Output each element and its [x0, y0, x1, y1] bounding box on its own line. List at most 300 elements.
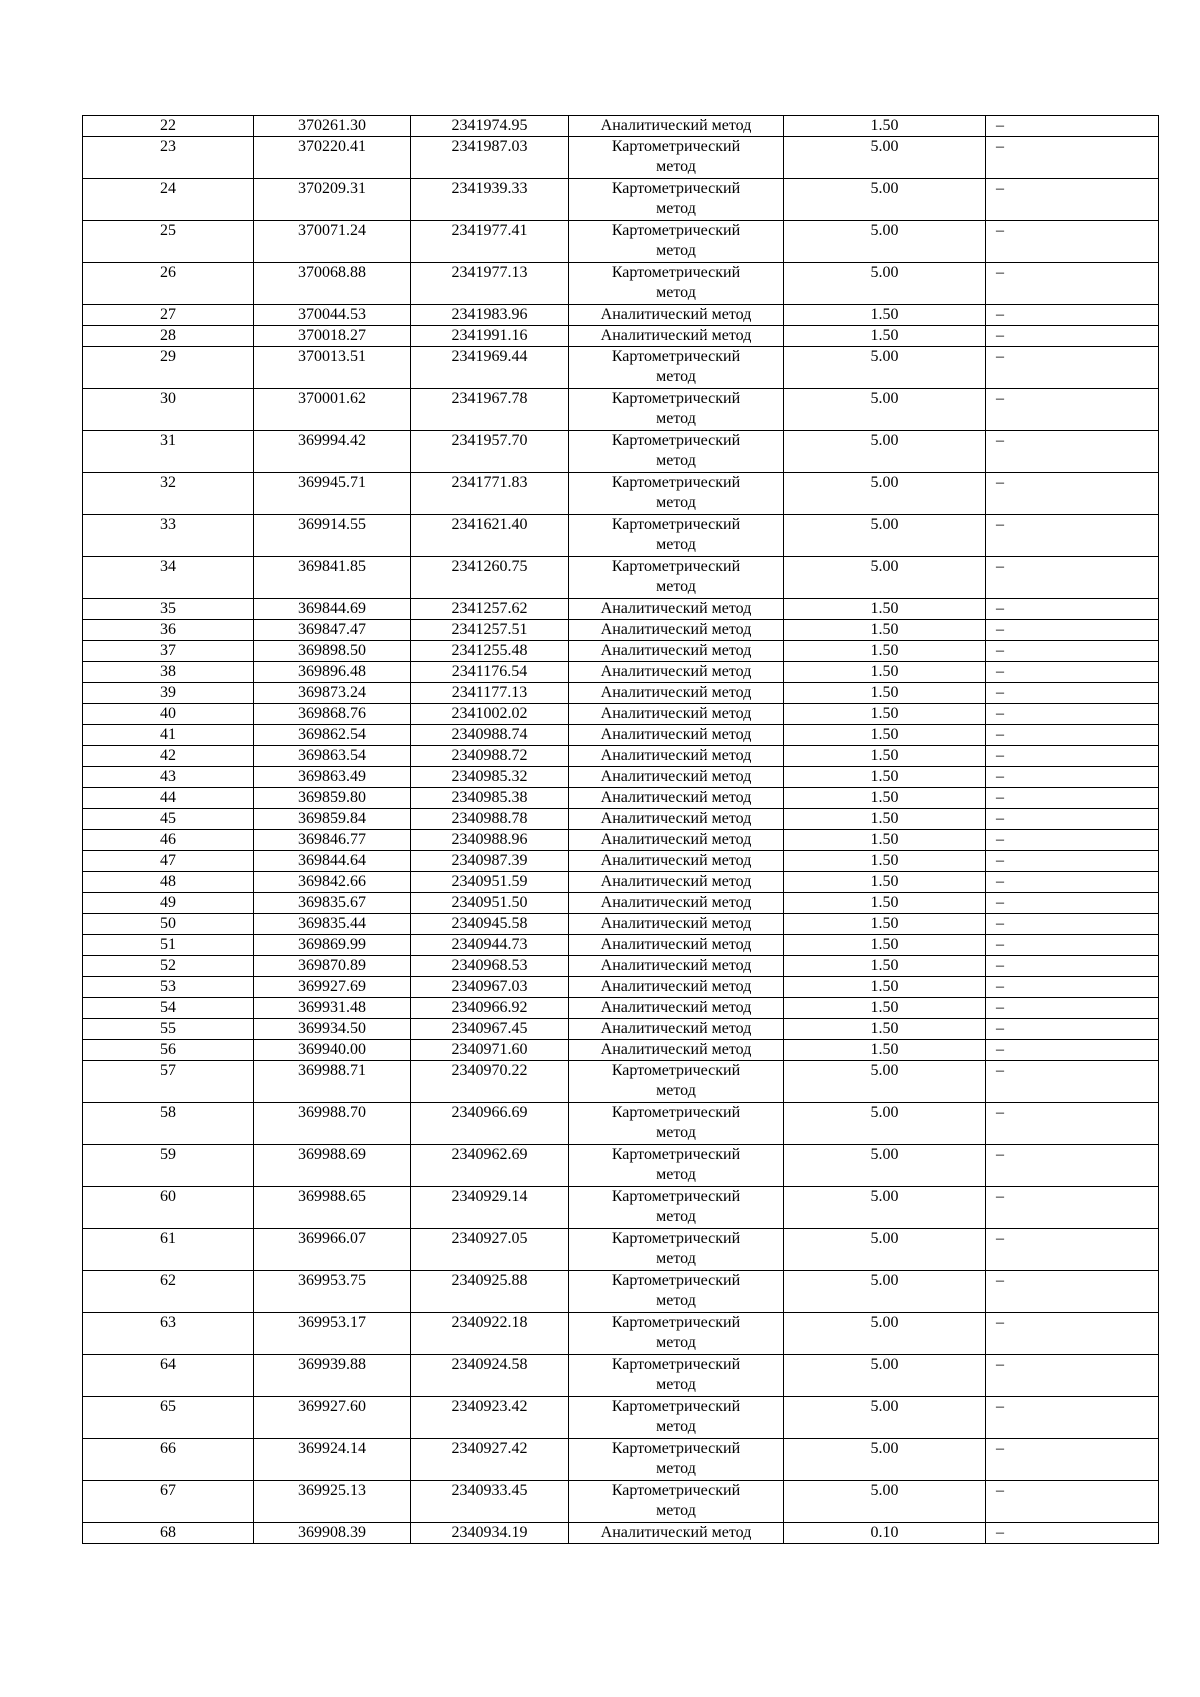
coordinate-y-cell: 2341991.16 [411, 326, 569, 347]
table-row [83, 1397, 1159, 1439]
coordinate-y-cell: 2340967.45 [411, 1019, 569, 1040]
coordinate-x-cell: 369844.69 [254, 599, 411, 620]
method-cell [569, 767, 784, 788]
method-text-line: метод [656, 494, 696, 511]
point-number-cell: 25 [83, 221, 254, 263]
table-row [83, 515, 1159, 557]
method-cell [569, 956, 784, 977]
accuracy-cell: 1.50 [784, 914, 986, 935]
table-row [83, 347, 1159, 389]
note-cell: – [986, 809, 1159, 830]
accuracy-cell: 1.50 [784, 1040, 986, 1061]
accuracy-cell: 1.50 [784, 725, 986, 746]
coordinate-y-cell: 2340988.74 [411, 725, 569, 746]
coordinate-y-cell: 2340971.60 [411, 1040, 569, 1061]
method-cell [569, 389, 784, 431]
point-number-cell: 48 [83, 872, 254, 893]
coordinate-x-cell: 370018.27 [254, 326, 411, 347]
coordinate-x-cell: 369939.88 [254, 1355, 411, 1397]
note-cell: – [986, 725, 1159, 746]
note-cell: – [986, 788, 1159, 809]
table-row [83, 557, 1159, 599]
point-number-cell: 36 [83, 620, 254, 641]
method-cell [569, 1145, 784, 1187]
method-text-line: Картометрический [611, 1188, 741, 1205]
method-cell [569, 1439, 784, 1481]
table-row [83, 620, 1159, 641]
coordinate-x-cell: 369914.55 [254, 515, 411, 557]
method-text-line: метод [656, 1082, 696, 1099]
note-cell: – [986, 263, 1159, 305]
note-cell: – [986, 1019, 1159, 1040]
method-text-line: Аналитический метод [600, 306, 752, 323]
method-cell [569, 1187, 784, 1229]
method-cell [569, 872, 784, 893]
method-text-line: Аналитический метод [600, 768, 752, 785]
method-cell [569, 1019, 784, 1040]
coordinate-y-cell: 2341255.48 [411, 641, 569, 662]
accuracy-cell: 1.50 [784, 767, 986, 788]
table-row [83, 704, 1159, 725]
note-cell: – [986, 1040, 1159, 1061]
method-cell [569, 305, 784, 326]
point-number-cell: 35 [83, 599, 254, 620]
table-row [83, 1187, 1159, 1229]
method-cell [569, 221, 784, 263]
table-row [83, 389, 1159, 431]
point-number-cell: 54 [83, 998, 254, 1019]
table-row [83, 1145, 1159, 1187]
method-text-line: Аналитический метод [600, 705, 752, 722]
coordinate-y-cell: 2340968.53 [411, 956, 569, 977]
method-text-line: Аналитический метод [600, 789, 752, 806]
table-row [83, 956, 1159, 977]
accuracy-cell: 1.50 [784, 809, 986, 830]
table-row [83, 893, 1159, 914]
accuracy-cell: 1.50 [784, 893, 986, 914]
accuracy-cell: 1.50 [784, 326, 986, 347]
method-text-line: метод [656, 1292, 696, 1309]
note-cell: – [986, 683, 1159, 704]
note-cell: – [986, 599, 1159, 620]
method-text-line: Аналитический метод [600, 663, 752, 680]
coordinate-x-cell: 369859.80 [254, 788, 411, 809]
method-cell [569, 1040, 784, 1061]
coordinate-y-cell: 2341977.41 [411, 221, 569, 263]
table-row [83, 683, 1159, 704]
method-text-line: Аналитический метод [600, 117, 752, 134]
coordinate-y-cell: 2340924.58 [411, 1355, 569, 1397]
coordinate-x-cell: 369966.07 [254, 1229, 411, 1271]
table-row [83, 767, 1159, 788]
coordinates-table-body [83, 116, 1159, 1544]
note-cell: – [986, 1397, 1159, 1439]
point-number-cell: 53 [83, 977, 254, 998]
coordinate-y-cell: 2340929.14 [411, 1187, 569, 1229]
coordinate-y-cell: 2340985.38 [411, 788, 569, 809]
accuracy-cell: 1.50 [784, 683, 986, 704]
table-row [83, 809, 1159, 830]
accuracy-cell: 5.00 [784, 1145, 986, 1187]
coordinate-y-cell: 2340951.50 [411, 893, 569, 914]
method-text-line: Картометрический [611, 222, 741, 239]
table-row [83, 641, 1159, 662]
coordinate-x-cell: 369898.50 [254, 641, 411, 662]
coordinate-y-cell: 2340927.42 [411, 1439, 569, 1481]
table-row [83, 935, 1159, 956]
method-text-line: Картометрический [611, 516, 741, 533]
accuracy-cell: 5.00 [784, 1103, 986, 1145]
point-number-cell: 60 [83, 1187, 254, 1229]
coordinate-y-cell: 2340927.05 [411, 1229, 569, 1271]
method-text-line: Аналитический метод [600, 327, 752, 344]
coordinate-x-cell: 369896.48 [254, 662, 411, 683]
method-text-line: метод [656, 242, 696, 259]
coordinate-x-cell: 369934.50 [254, 1019, 411, 1040]
accuracy-cell: 5.00 [784, 347, 986, 389]
method-cell [569, 620, 784, 641]
method-text-line: метод [656, 1418, 696, 1435]
note-cell: – [986, 179, 1159, 221]
coordinate-x-cell: 369988.65 [254, 1187, 411, 1229]
coordinate-x-cell: 369863.54 [254, 746, 411, 767]
method-text-line: Аналитический метод [600, 894, 752, 911]
method-text-line: Аналитический метод [600, 642, 752, 659]
point-number-cell: 46 [83, 830, 254, 851]
point-number-cell: 43 [83, 767, 254, 788]
point-number-cell: 58 [83, 1103, 254, 1145]
table-row [83, 788, 1159, 809]
coordinate-x-cell: 369940.00 [254, 1040, 411, 1061]
method-cell [569, 662, 784, 683]
method-text-line: метод [656, 452, 696, 469]
coordinate-y-cell: 2340945.58 [411, 914, 569, 935]
coordinate-y-cell: 2341977.13 [411, 263, 569, 305]
method-cell [569, 704, 784, 725]
coordinate-y-cell: 2340966.92 [411, 998, 569, 1019]
method-text-line: метод [656, 284, 696, 301]
method-cell [569, 809, 784, 830]
note-cell: – [986, 767, 1159, 788]
method-text-line: Аналитический метод [600, 873, 752, 890]
accuracy-cell: 5.00 [784, 179, 986, 221]
method-text-line: Картометрический [611, 1104, 741, 1121]
accuracy-cell: 1.50 [784, 851, 986, 872]
coordinate-x-cell: 369863.49 [254, 767, 411, 788]
accuracy-cell: 1.50 [784, 305, 986, 326]
coordinate-y-cell: 2340944.73 [411, 935, 569, 956]
coordinate-x-cell: 369953.17 [254, 1313, 411, 1355]
coordinate-x-cell: 369859.84 [254, 809, 411, 830]
point-number-cell: 41 [83, 725, 254, 746]
method-text-line: Картометрический [611, 264, 741, 281]
table-row [83, 137, 1159, 179]
method-cell [569, 347, 784, 389]
coordinates-table [82, 115, 1159, 1544]
point-number-cell: 40 [83, 704, 254, 725]
accuracy-cell: 5.00 [784, 221, 986, 263]
method-cell [569, 1397, 784, 1439]
method-cell [569, 263, 784, 305]
table-row [83, 1040, 1159, 1061]
coordinate-x-cell: 370044.53 [254, 305, 411, 326]
method-text-line: Картометрический [611, 1356, 741, 1373]
accuracy-cell: 5.00 [784, 263, 986, 305]
note-cell: – [986, 557, 1159, 599]
point-number-cell: 22 [83, 116, 254, 137]
table-row [83, 872, 1159, 893]
point-number-cell: 63 [83, 1313, 254, 1355]
accuracy-cell: 1.50 [784, 662, 986, 683]
method-text-line: метод [656, 200, 696, 217]
method-text-line: Картометрический [611, 180, 741, 197]
note-cell: – [986, 347, 1159, 389]
coordinate-y-cell: 2341176.54 [411, 662, 569, 683]
note-cell: – [986, 221, 1159, 263]
method-text-line: Картометрический [611, 1230, 741, 1247]
coordinate-y-cell: 2341002.02 [411, 704, 569, 725]
table-row [83, 830, 1159, 851]
coordinate-y-cell: 2341939.33 [411, 179, 569, 221]
note-cell: – [986, 1355, 1159, 1397]
coordinate-y-cell: 2340925.88 [411, 1271, 569, 1313]
method-text-line: Картометрический [611, 390, 741, 407]
method-text-line: Картометрический [611, 474, 741, 491]
table-row [83, 599, 1159, 620]
method-text-line: Аналитический метод [600, 621, 752, 638]
accuracy-cell: 1.50 [784, 788, 986, 809]
table-row [83, 1439, 1159, 1481]
coordinate-x-cell: 369846.77 [254, 830, 411, 851]
accuracy-cell: 5.00 [784, 473, 986, 515]
accuracy-cell: 5.00 [784, 1355, 986, 1397]
table-row [83, 1019, 1159, 1040]
note-cell: – [986, 1187, 1159, 1229]
method-text-line: Аналитический метод [600, 957, 752, 974]
coordinate-x-cell: 369868.76 [254, 704, 411, 725]
table-row [83, 1103, 1159, 1145]
point-number-cell: 59 [83, 1145, 254, 1187]
point-number-cell: 61 [83, 1229, 254, 1271]
note-cell: – [986, 662, 1159, 683]
coordinate-y-cell: 2341969.44 [411, 347, 569, 389]
method-cell [569, 935, 784, 956]
accuracy-cell: 1.50 [784, 620, 986, 641]
coordinate-x-cell: 369988.69 [254, 1145, 411, 1187]
accuracy-cell: 1.50 [784, 1019, 986, 1040]
coordinate-y-cell: 2341257.51 [411, 620, 569, 641]
coordinate-y-cell: 2340988.96 [411, 830, 569, 851]
coordinate-y-cell: 2340985.32 [411, 767, 569, 788]
accuracy-cell: 5.00 [784, 389, 986, 431]
accuracy-cell: 5.00 [784, 1439, 986, 1481]
method-text-line: метод [656, 1502, 696, 1519]
point-number-cell: 31 [83, 431, 254, 473]
method-cell [569, 1481, 784, 1523]
coordinate-x-cell: 369988.71 [254, 1061, 411, 1103]
accuracy-cell: 5.00 [784, 1313, 986, 1355]
coordinate-x-cell: 369835.67 [254, 893, 411, 914]
table-row [83, 263, 1159, 305]
table-row [83, 977, 1159, 998]
method-cell [569, 557, 784, 599]
method-cell [569, 851, 784, 872]
point-number-cell: 56 [83, 1040, 254, 1061]
coordinate-y-cell: 2340966.69 [411, 1103, 569, 1145]
coordinate-y-cell: 2340962.69 [411, 1145, 569, 1187]
coordinate-x-cell: 369870.89 [254, 956, 411, 977]
accuracy-cell: 1.50 [784, 599, 986, 620]
coordinate-y-cell: 2340933.45 [411, 1481, 569, 1523]
method-text-line: Картометрический [611, 1314, 741, 1331]
coordinate-x-cell: 370013.51 [254, 347, 411, 389]
method-cell [569, 683, 784, 704]
note-cell: – [986, 389, 1159, 431]
coordinate-x-cell: 369945.71 [254, 473, 411, 515]
coordinate-x-cell: 369844.64 [254, 851, 411, 872]
method-cell [569, 746, 784, 767]
coordinate-y-cell: 2341983.96 [411, 305, 569, 326]
method-text-line: Аналитический метод [600, 978, 752, 995]
method-text-line: Картометрический [611, 558, 741, 575]
coordinate-y-cell: 2340923.42 [411, 1397, 569, 1439]
note-cell: – [986, 137, 1159, 179]
coordinate-y-cell: 2341771.83 [411, 473, 569, 515]
method-text-line: Аналитический метод [600, 726, 752, 743]
accuracy-cell: 5.00 [784, 1397, 986, 1439]
method-cell [569, 431, 784, 473]
method-text-line: Аналитический метод [600, 684, 752, 701]
accuracy-cell: 1.50 [784, 830, 986, 851]
method-text-line: Картометрический [611, 432, 741, 449]
coordinate-y-cell: 2340970.22 [411, 1061, 569, 1103]
method-cell [569, 1061, 784, 1103]
point-number-cell: 32 [83, 473, 254, 515]
note-cell: – [986, 1103, 1159, 1145]
coordinate-x-cell: 369869.99 [254, 935, 411, 956]
table-row [83, 1523, 1159, 1544]
coordinate-x-cell: 369925.13 [254, 1481, 411, 1523]
method-text-line: Аналитический метод [600, 1524, 752, 1541]
method-text-line: Аналитический метод [600, 999, 752, 1016]
method-text-line: Картометрический [611, 1272, 741, 1289]
coordinate-x-cell: 370261.30 [254, 116, 411, 137]
point-number-cell: 47 [83, 851, 254, 872]
note-cell: – [986, 1439, 1159, 1481]
point-number-cell: 33 [83, 515, 254, 557]
note-cell: – [986, 1313, 1159, 1355]
note-cell: – [986, 641, 1159, 662]
method-text-line: метод [656, 1334, 696, 1351]
note-cell: – [986, 305, 1159, 326]
note-cell: – [986, 116, 1159, 137]
method-cell [569, 599, 784, 620]
method-text-line: метод [656, 578, 696, 595]
method-cell [569, 179, 784, 221]
point-number-cell: 55 [83, 1019, 254, 1040]
coordinate-x-cell: 369927.69 [254, 977, 411, 998]
coordinate-y-cell: 2341957.70 [411, 431, 569, 473]
coordinate-x-cell: 369931.48 [254, 998, 411, 1019]
method-text-line: Картометрический [611, 1440, 741, 1457]
coordinate-x-cell: 370220.41 [254, 137, 411, 179]
note-cell: – [986, 830, 1159, 851]
method-text-line: Аналитический метод [600, 936, 752, 953]
point-number-cell: 49 [83, 893, 254, 914]
coordinate-x-cell: 369847.47 [254, 620, 411, 641]
point-number-cell: 52 [83, 956, 254, 977]
point-number-cell: 64 [83, 1355, 254, 1397]
method-text-line: Аналитический метод [600, 1041, 752, 1058]
method-text-line: Картометрический [611, 348, 741, 365]
method-text-line: метод [656, 368, 696, 385]
point-number-cell: 39 [83, 683, 254, 704]
accuracy-cell: 5.00 [784, 1271, 986, 1313]
point-number-cell: 45 [83, 809, 254, 830]
note-cell: – [986, 851, 1159, 872]
method-cell [569, 1229, 784, 1271]
accuracy-cell: 0.10 [784, 1523, 986, 1544]
note-cell: – [986, 746, 1159, 767]
method-text-line: Аналитический метод [600, 852, 752, 869]
accuracy-cell: 5.00 [784, 137, 986, 179]
method-text-line: Картометрический [611, 1062, 741, 1079]
point-number-cell: 29 [83, 347, 254, 389]
point-number-cell: 23 [83, 137, 254, 179]
accuracy-cell: 1.50 [784, 935, 986, 956]
coordinate-y-cell: 2340988.72 [411, 746, 569, 767]
method-cell [569, 515, 784, 557]
accuracy-cell: 5.00 [784, 431, 986, 473]
point-number-cell: 34 [83, 557, 254, 599]
table-row [83, 851, 1159, 872]
method-text-line: метод [656, 536, 696, 553]
method-cell [569, 914, 784, 935]
coordinate-x-cell: 369841.85 [254, 557, 411, 599]
accuracy-cell: 5.00 [784, 515, 986, 557]
accuracy-cell: 5.00 [784, 1061, 986, 1103]
table-row [83, 1313, 1159, 1355]
method-text-line: Аналитический метод [600, 831, 752, 848]
method-text-line: метод [656, 1250, 696, 1267]
note-cell: – [986, 1523, 1159, 1544]
point-number-cell: 62 [83, 1271, 254, 1313]
note-cell: – [986, 431, 1159, 473]
coordinate-y-cell: 2341967.78 [411, 389, 569, 431]
table-row [83, 998, 1159, 1019]
coordinate-y-cell: 2341987.03 [411, 137, 569, 179]
method-text-line: метод [656, 1460, 696, 1477]
point-number-cell: 27 [83, 305, 254, 326]
table-row [83, 746, 1159, 767]
coordinate-y-cell: 2341177.13 [411, 683, 569, 704]
method-cell [569, 893, 784, 914]
table-row [83, 179, 1159, 221]
method-text-line: Аналитический метод [600, 1020, 752, 1037]
table-row [83, 326, 1159, 347]
method-text-line: Аналитический метод [600, 747, 752, 764]
method-cell [569, 1271, 784, 1313]
accuracy-cell: 1.50 [784, 641, 986, 662]
coordinate-y-cell: 2341621.40 [411, 515, 569, 557]
accuracy-cell: 1.50 [784, 977, 986, 998]
coordinate-x-cell: 369994.42 [254, 431, 411, 473]
method-text-line: Картометрический [611, 1146, 741, 1163]
accuracy-cell: 5.00 [784, 1229, 986, 1271]
note-cell: – [986, 1481, 1159, 1523]
point-number-cell: 26 [83, 263, 254, 305]
note-cell: – [986, 1145, 1159, 1187]
